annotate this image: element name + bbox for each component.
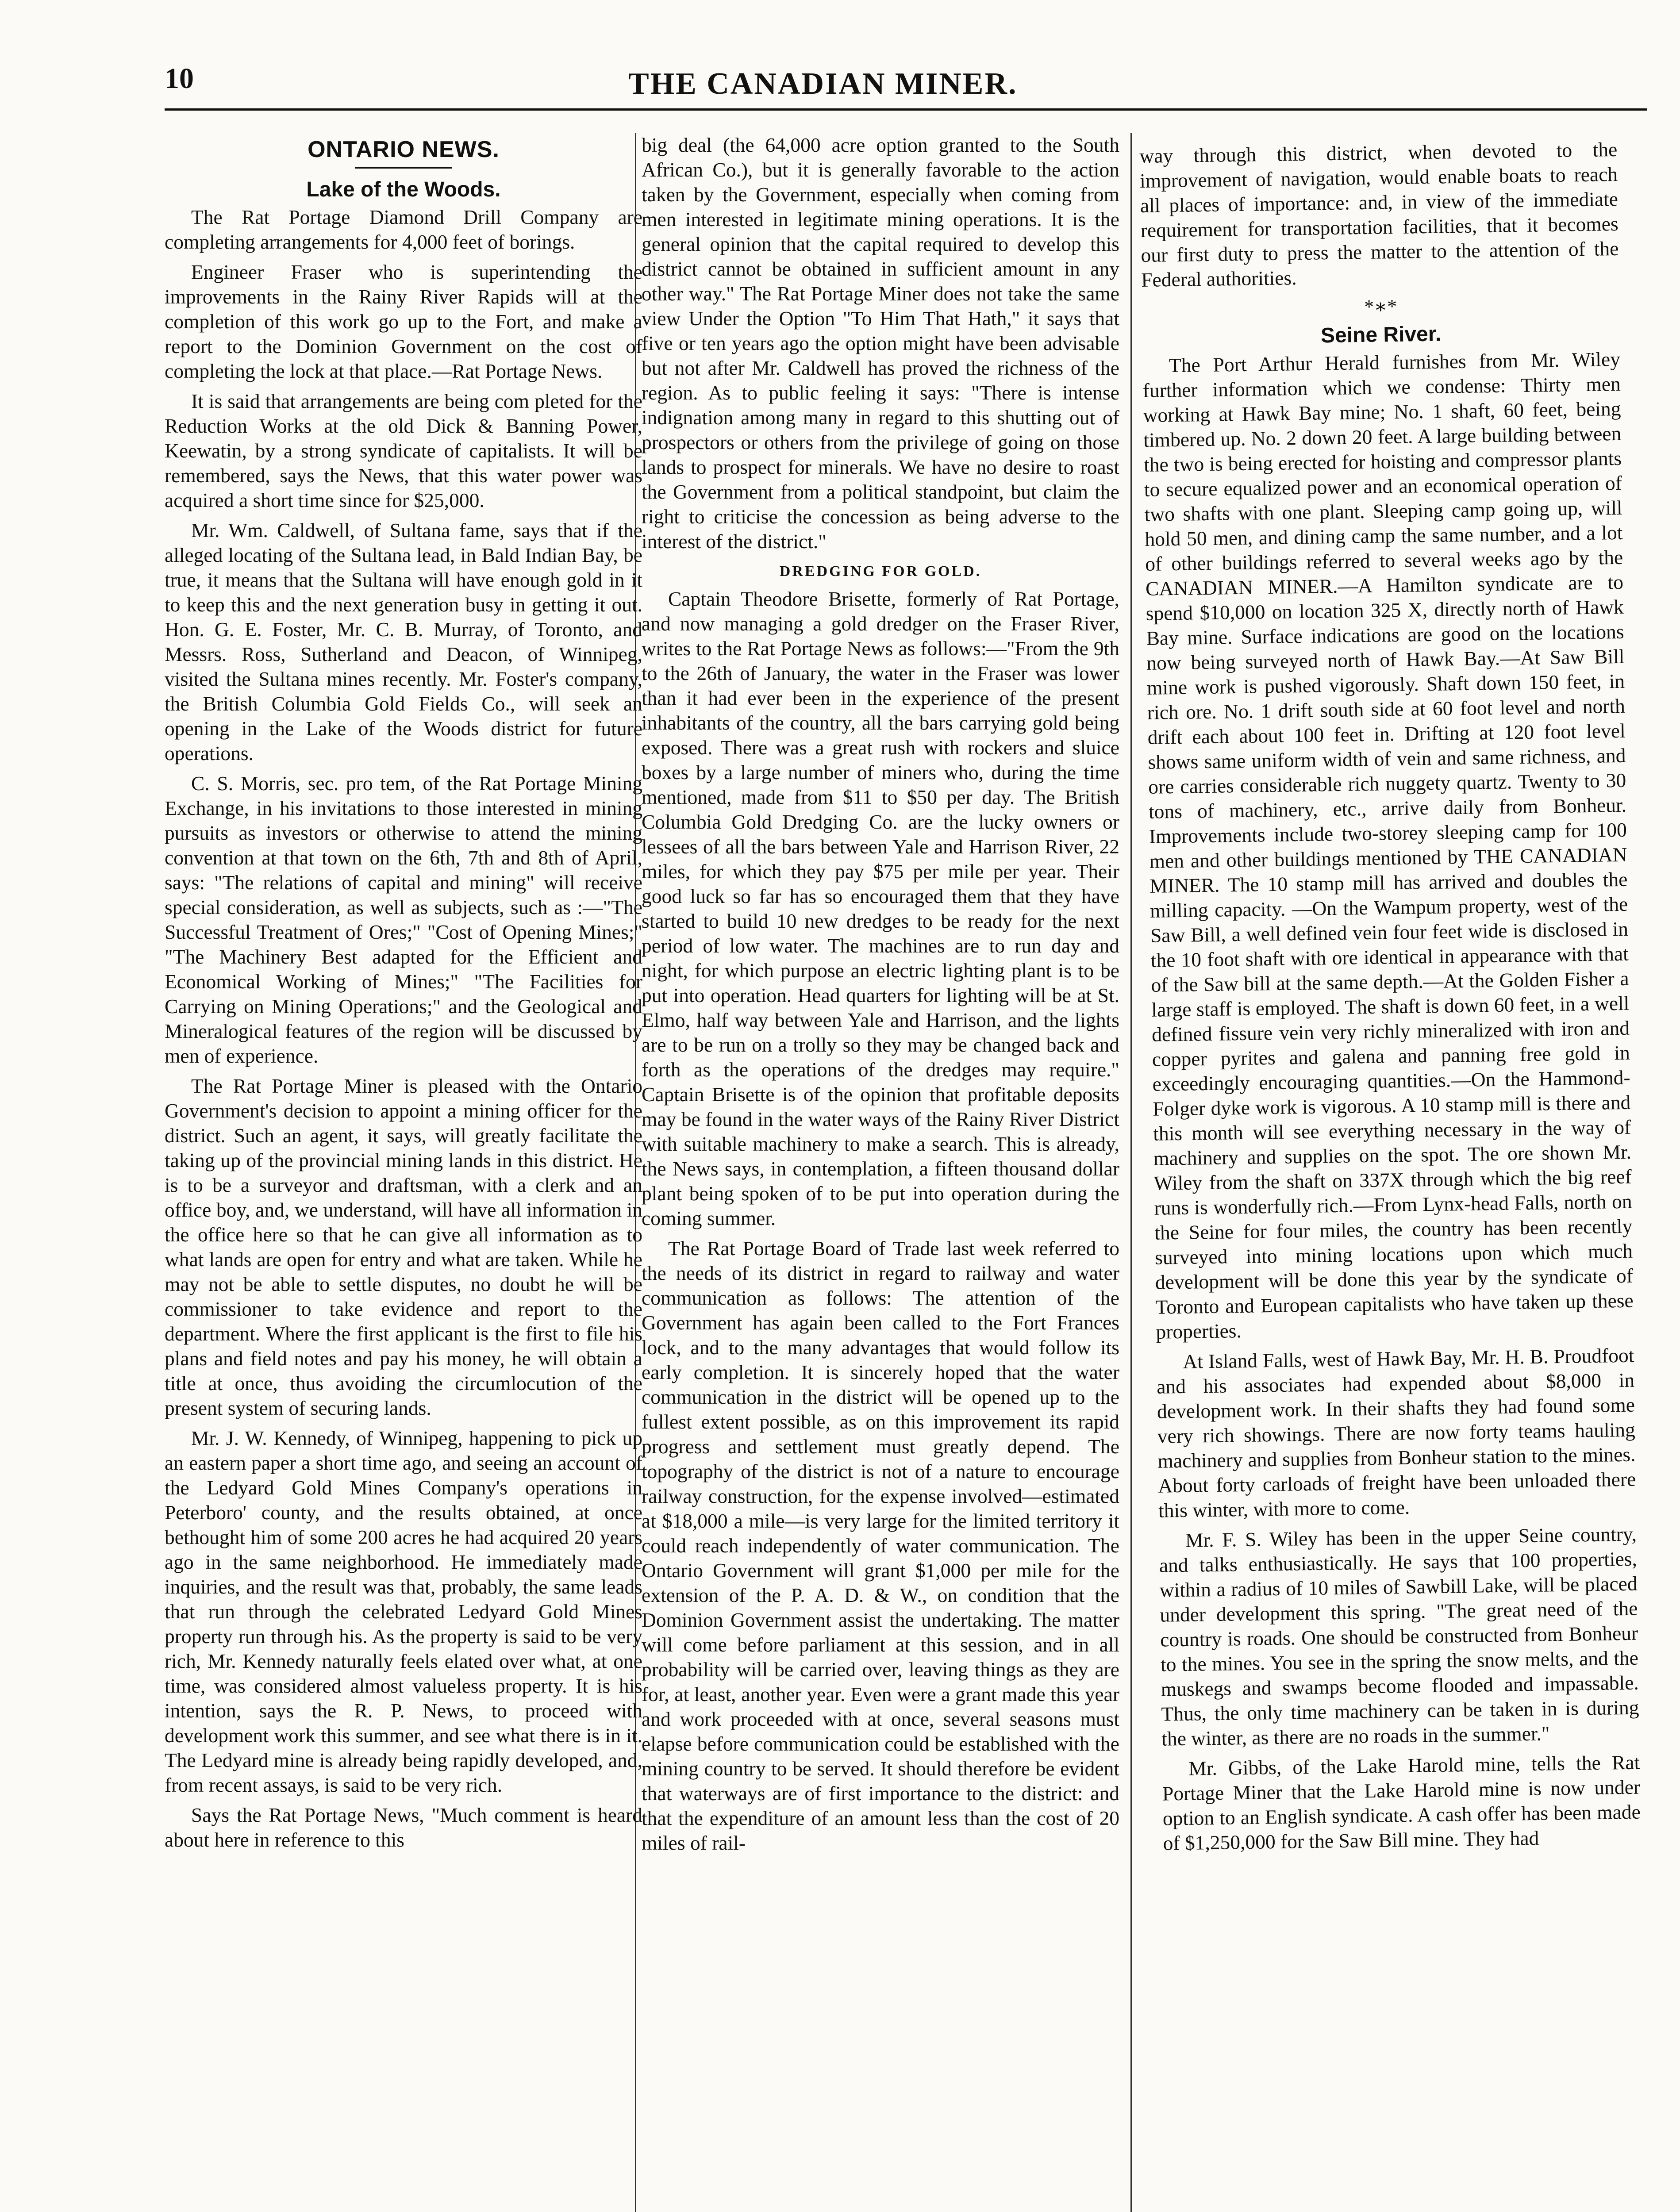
paragraph: Mr. Wm. Caldwell, of Sultana fame, says that if the alleged locating of the Sultana lead, in Bald Indian Bay, be true, it means that the Sultana will have enough gold in it to keep this and the next generation busy in getting it out. Hon. G. E. Foster, Mr. C. B. Murray, of Toronto, and Messrs. Ross, Sutherland and Deacon, of Winnipeg, visited the Sultana mines recently. Mr. Foster's company, the British Columbia Gold Fields Co., will seek an opening in the Lake of the Woods district for future operations. [165,519,642,764]
paragraph: Says the Rat Portage News, "Much comment is heard about here in reference to this [165,1804,642,1851]
paragraph: Mr. F. S. Wiley has been in the upper Seine country, and talks enthusiastically. He says that 100 properties, within a radius of 10 miles of Sawbill Lake, will be placed under development this spring. "The great need of the country is roads. One should be constructed from Bonheur to the mines. You see in the spring the snow melts, and the muskegs and swamps become flooded and impassable. Thus, the only time machinery can be taken in is during the winter, as there are no roads in the summer." [1159,1522,1639,1750]
subhead-lake-of-the-woods: Lake of the Woods. [306,178,501,201]
column-1 [165,133,642,1858]
section-title: ONTARIO NEWS. [308,137,500,162]
page-number: 10 [165,62,194,95]
subhead-seine-river: Seine River. [1320,322,1442,348]
title-rule [355,167,452,169]
paragraph: Captain Theodore Brisette, formerly of Rat Portage, and now managing a gold dredger on the Fraser River, writes to the Rat Portage News as follows:—"From the 9th to the 26th of January, the water in the Fraser was lower than it had ever been in the experience of the present inhabitants of the country, all the bars carrying gold being exposed. There was a great rush with rockers and sluice boxes by a large number of miners who, during the time mentioned, made from $11 to $50 per day. The British Columbia Gold Dredging Co. are the lucky owners or lessees of all the bars between Yale and Harrison River, 22 miles, for which they pay $75 per mile per year. Their good luck so far has so encouraged them that they have started to build 10 new dredges to be ready for the next period of low water. The machines are to run day and night, for which purpose an electric lighting plant is to be put into operation. Head quarters for lighting will be at St. Elmo, half way between Yale and Harrison, and the lights are to be run on a trolly so they may be changed back and forth as the operations of the dredges may require." Captain Brisette is of the opinion that profitable deposits may be found in the water ways of the Rainy River District with suitable machinery to make a search. This is already, the News says, in contemplation, a fifteen thousand dollar plant being spoken of to be put into operation during the coming summer. [642,588,1119,1229]
header-rule [165,108,1647,111]
column-3 [1139,137,1641,1861]
paragraph: The Rat Portage Miner is pleased with the Ontario Government's decision to appoint a mining officer for the district. Such an agent, it says, will greatly facilitate the taking up of the provincial mining lands in this district. He is to be a surveyor and draftsman, with a clerk and an office boy, and, we understand, will have all information in the office here so that he can give all information as to what lands are open for entry and what are taken. While he may not be able to settle disputes, no doubt he will be commissioner to take evidence and report to the department. Where the first applicant is the first to file his plans and field notes and pay his money, he will obtain a title at once, thus avoiding the circumlocution of the present system of securing lands. [165,1075,642,1419]
paragraph: At Island Falls, west of Hawk Bay, Mr. H. B. Proudfoot and his associates had expended about $8,000 in development work. In their shafts they had found some very rich showings. There are now forty teams hauling machinery and supplies from Bonheur station to the mines. About forty carloads of freight have been unloaded there this winter, with more to come. [1156,1344,1636,1522]
paragraph: way through this district, when devoted to the improvement of navigation, would enable boats to reach all places of importance: and, in view of the immediate requirement for transportation facilities, that it becomes our first duty to press the matter to the attention of the Federal authorities. [1139,138,1619,291]
paragraph: big deal (the 64,000 acre option granted to the South African Co.), but it is generally favorable to the action taken by the Government, especially when coming from men interested in legitimate mining operations. It is the general opinion that the capital required to develop this district cannot be obtained in sufficient amount in any other way." The Rat Portage Miner does not take the same view Under the Option "To Him That Hath," it says that five or ten years ago the option might have been advisable but not after Mr. Caldwell has proved the richness of the region. As to public feeling it says: "There is intense indignation among many in regard to this shutting out of prospectors or others from the privilege of going on those lands to prospect for minerals. We have no desire to roast the Government from a political standpoint, but claim the right to criticise the concession as being adverse to the interest of the district." [642,134,1119,553]
asterism-divider: *∗* [1364,295,1397,318]
paragraph: Mr. J. W. Kennedy, of Winnipeg, happening to pick up an eastern paper a short time ago, and seeing an account of the Ledyard Gold Mines Company's operations in Peterboro' county, and the results obtained, at once bethought him of some 200 acres he had acquired 20 years ago in the same neighborhood. He immediately made inquiries, and the result was that, probably, the same leads that run through the celebrated Ledyard Gold Mines property run through his. As the property is said to be very rich, Mr. Kennedy naturally feels elated over what, at one time, was considered almost valueless property. It is his intention, says the R. P. News, to proceed with development work this summer, and see what there is in it. The Ledyard mine is already being rapidly developed, and, from recent assays, is said to be very rich. [165,1427,642,1796]
column-rule-2 [1130,133,1132,2212]
paragraph: The Rat Portage Diamond Drill Company are completing arrangements for 4,000 feet of borings. [165,206,642,253]
paragraph: It is said that arrangements are being com pleted for the Reduction Works at the old Dick & Banning Power, Keewatin, by a strong syndicate of capitalists. It will be remembered, says the News, that this water power was acquired a short time since for $25,000. [165,390,642,511]
paragraph: Mr. Gibbs, of the Lake Harold mine, tells the Rat Portage Miner that the Lake Harold mine is now under option to an English syndicate. A cash offer has been made of $1,250,000 for the Saw Bill mine. They had [1162,1751,1641,1855]
subhead-dredging-for-gold: DREDGING FOR GOLD. [779,563,982,580]
paragraph: C. S. Morris, sec. pro tem, of the Rat Portage Mining Exchange, in his invitations to those interested in mining pursuits as investors or otherwise to attend the mining convention at that town on the 6th, 7th and 8th of April, says: "The relations of capital and mining" will receive special consideration, as well as subjects, such as :—"The Successful Treatment of Ores;" "Cost of Opening Mines;" "The Machinery Best adapted for the Efficient and Economical Working of Mines;" "The Facilities for Carrying on Mining Operations;" and the Geological and Mineralogical features of the region will be discussed by men of experience. [165,772,642,1067]
running-head: THE CANADIAN MINER. [628,67,1018,101]
column-2 [642,133,1119,1861]
paragraph: The Rat Portage Board of Trade last week referred to the needs of its district in regard to railway and water communication as follows: The attention of the Government has again been called to the Fort Frances lock, and to the many advantages that would follow its early completion. It is sincerely hoped that the water communication in the district will be opened up to the fullest extent possible, as on this improvement its rapid progress and settlement must greatly depend. The topography of the district is not of a nature to encourage railway construction, for the expense involved—estimated at $18,000 a mile—is very large for the limited territory it could reach independently of water communication. The Ontario Government will grant $1,000 per mile for the extension of the P. A. D. & W., on condition that the Dominion Government assist the undertaking. The matter will come before parliament at this session, and in all probability will be carried over, leaving things as they are for, at least, another year. Even were a grant made this year and work proceeded with at once, several seasons must elapse before communication could be established with the mining country to be served. It should therefore be evident that waterways are of first importance to the district: and that the expenditure of an amount less than the cost of 20 miles of rail- [642,1237,1119,1854]
paragraph: Engineer Fraser who is superintending the improvements in the Rainy River Rapids will at the completion of this work go up to the Fort, and make a report to the Dominion Government on the cost of completing the lock at that place.—Rat Portage News. [165,261,642,382]
paragraph: The Port Arthur Herald furnishes from Mr. Wiley further information which we condense: Thirty men working at Hawk Bay mine; No. 1 shaft, 60 feet, being timbered up. No. 2 down 20 feet. A large building between the two is being erected for hoisting and compressor plants to secure equalized power and an economical operation of two shafts with one plant. Sleeping camp going up, will hold 50 men, and dining camp the same number, and a lot of other buildings referred to several weeks ago by the CANADIAN MINER.—A Hamilton syndicate are to spend $10,000 on location 325 X, directly north of Hawk Bay mine. Surface indications are good on the locations now being surveyed north of Hawk Bay.—At Saw Bill mine work is pushed vigorously. Shaft down 150 feet, in rich ore. No. 1 drift south side at 60 foot level and north drift each about 100 feet in. Drifting at 120 foot level shows same uniform width of vein and same richness, and ore carries considerable rich nuggety quartz. Twenty to 30 tons of machinery, etc., arrive daily from Bonheur. Improvements include two-storey sleeping camp for 100 men and other buildings mentioned by THE CANADIAN MINER. The 10 stamp mill has arrived and doubles the milling capacity. —On the Wampum property, west of the Saw Bill, a well defined vein four feet wide is disclosed in the 10 foot shaft with ore identical in appearance with that of the Saw bill at the same depth.—At the Golden Fisher a large staff is employed. The shaft is down 60 feet, in a well defined fissure vein very richly mineralized with iron and copper pyrites and galena and panning free gold in exceedingly encouraging quantities.—On the Hammond-Folger dyke work is vigorous. A 10 stamp mill is there and this month will see everything necessary in the way of machinery and supplies on the spot. The ore shown Mr. Wiley from the shaft on 337X through which the big reef runs is wonderfully rich.—From Lynx-head Falls, north on the Seine for four miles, the country has been recently surveyed into mining locations upon which much development will be done this year by the syndicate of Toronto and European capitalists who have taken up these properties. [1142,347,1634,1343]
